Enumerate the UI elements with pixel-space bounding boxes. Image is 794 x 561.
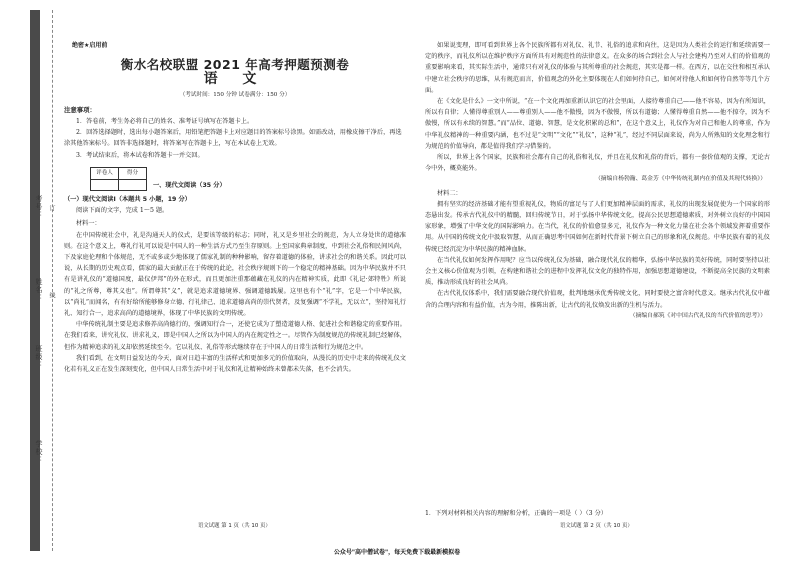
page-footer-left: 语文试题 第 1 页（共 10 页） (198, 523, 271, 529)
source-citation: （摘编自杨勃瀚、葛金芳《中华传统礼制内在价值及其现代转换》） (594, 176, 766, 183)
notice-heading: 注意事项： (64, 105, 96, 114)
school-label: 学校： (35, 440, 43, 464)
score-table-cell[interactable] (119, 180, 147, 191)
exam-title: 衡水名校联盟 2021 年高考押题预测卷 (120, 57, 350, 73)
watermark-text: 公众号"高中僧试卷"，每天免费下载最新模拟卷 (333, 549, 461, 556)
name-label: 姓名： (35, 278, 43, 302)
seat-label: 考号： (35, 195, 43, 219)
paragraph: 在中国传统社会中，礼是沟通天人的仪式，是要该等级的标志；同时，礼又是乡里社会的规范，为人立身处世的道德准则。在这个意义上，尊礼行礼可以说是中国人的一种生活方式乃至生存原则。上至国家典章制度，中到社会礼俗和民间风尚，下及家庭伦理和个体规范，无不或多或少地体现了儒家礼制的种种影响，留存着道德的体验，讲求社会的和谐关系。因此可以说，从长期的历史观点看，儒家的最大贡献正在于传统的此论，社会秩序规则下的一个稳定的精神基础。因为中华民族并不只有是讲礼仪的“道德国度，最仪伊邦”的外在形式，而且更加注重那蕴藏在礼仪的内在精神实质，此即《礼记·郊特牲》所说的“礼之所尊，尊其义也”。所谓尊其“义”，就是追求道德境界、强调道德践履。这里也有个“礼”字，它是一个中华民族，以“尚礼”而闻名，有有好给所能够修身立德、行礼律己、追求道德高尚的崇代贤者，及复强调“不学礼，无以立”，坚持知礼行礼、知行合一，追求高尚的道德境界，体现了中华民族的文明传统。 (64, 231, 406, 318)
notice-item: 2．回答选择题时，选出每小题答案后，用铅笔把答题卡上对应题目的答案标号涂黑。如需改动，用橡皮擦干净后，再选涂其他答案标号。回答非选择题时，将答案写在答题卡上，写在本试卷上无效。 (64, 129, 402, 148)
paragraph: 在《文化是什么》一文中所说，“在一个文化再加重新认识它的社会里面，人接待尊重自己——他不容易，因为有所知识，所以有自律；人懂得尊重别人——尊重别人——他不傲慢，因为不傲慢，所以有道德；人懂得尊重自然——他不掠夺，因为不傲慢，所以有永续的智慧。”而“品位、道德、智慧，是文化积累的总和”，在这个意义上，礼仪作为对自己和他人的尊重，作为中华礼仪精神的一种重要内涵，也不过是“文明”“文化”“礼仪”，这种“礼”，经过不同层面来说，尚为人所熟知的文化理念和行为规范的价值导向，都是值得我们学习借鉴的。 (425, 98, 770, 150)
exam-subject: 语 文 (203, 71, 267, 88)
cut-line (52, 10, 53, 551)
paragraph: 如果说变理，即可看到世界上各个民族所都有对礼仪、礼节、礼俗的追求和向往，这是因为人类社会的运行和延续需要一定的秩序，而礼仪所以在维护秩序方面所具有对规范性的法律意义。在众多的场合到社会人与社会建构乃至对人们的价值观的重要影响来看，其实际生活中，通常只有对礼仪的体验与其所尊重的社会规范，其实是都一样。在西方，以在交往和相互承认中建立社会秩序的思维，从有规范而言，价值观念的外化主要体现在人们如何待自己，如何对待他人和如何待自然等等几个方面。 (425, 42, 770, 94)
score-table (90, 167, 147, 191)
paragraph: 我们看到，在文明日益发达的今天，面对日趋丰富的生活样式和更加多元的价值取向，从漫长的历史中走来的传统礼仪文化若有礼义正在发生深刻变化，但中国人日常生活中对于礼仪和礼让精神始终未曾都未失落，也不会消失。 (64, 354, 406, 374)
material-label: 材料二： (437, 189, 462, 197)
paragraph: 在古代礼仪体系中，我们需要融合现代价值观，批判地继承优秀传统文化，同时要使之富含时代意义。继承古代礼仪中蕴含的合理内容和有益价值，古为今用，推陈出新，让古代的礼仪焕发出新的生机与活力。 (425, 290, 770, 309)
notice-item: 1．答卷前，考生务必将自己的姓名、准考证号填写在答题卡上。 (76, 118, 254, 126)
score-row (90, 167, 406, 191)
paragraph: 拥有坚实的经济基础才能有望重视礼仪，物质的富足与了人们更加精神层面的需求，礼仪的出现发展促使为一个国家的形态悬出发。传承古代礼仪中的精髓，回归传统节日，对于弘扬中华传统文化，提高公民思想道德素质，对外树立良好的中国国家形象，增强了中华文化的国际影响力。在当代，礼仪的价值愈显多元，礼仪作为一种文化力量在社会各个领域发挥着重要作用。从中国的传统文化中汲取智慧，从而正确思考中国如何在新时代背景下树立自己的形象和礼仪规范。中华民族有着的礼仪传统已经沉淀为中华民族的精神血脉。 (425, 200, 770, 253)
binding-strip (0, 0, 62, 561)
instruction: 阅读下面的文字，完成 1～5 题。 (76, 207, 169, 215)
source-citation: （摘编自郝筑《对中国古代礼仪的当代价值的思考》） (629, 312, 766, 319)
left-page (64, 40, 406, 375)
material-label: 材料一： (76, 220, 101, 228)
question-1: 1．下列对材料相关内容的理解和分析，正确的一项是（ ）（3 分） (425, 510, 607, 517)
score-table-score: 得分 (119, 167, 147, 179)
binding-xian: 线 (48, 292, 55, 298)
binding-ding: 订 (48, 205, 55, 211)
paragraph: 中华传统礼制主要是追求修养高尚德行的，强调知行合一，还使它成为了塑造道德人格、促进社会和谐稳定的重要作用。在我们看来，讲究礼仪、讲求礼义，即是中国人之所以为中国人的内在规定性之一。尽管作为制度规范的传统礼制已经解体，但作为精神追求的礼义却依然延续至今。它以礼仪、礼俗等形式继续存在于中国人的日常生活和行为规范之中。 (64, 321, 406, 351)
right-page (425, 40, 770, 322)
score-table-grader: 评卷人 (91, 167, 119, 179)
paragraph: 在当代礼仪如何发挥作用呢？应当以传统礼仪为基础，融合现代礼仪的精华，弘扬中华民族的美好传统，同时要坚持以社会主义核心价值观为引领，在构建和谐社会的进程中发挥礼仪文化的独特作用，加强思想道德建设，不断提高全民族的文明素质，推动形成良好的社会风尚。 (425, 256, 770, 287)
paragraph: 所以，世界上各个国家，民族和社会都有自己的礼俗和礼仪，并且在礼仪和礼俗的背后，都有一套价值观的支撑，无论古今中外，概莫能外。 (425, 154, 770, 173)
section-title: 一、现代文阅读（35 分） (153, 181, 226, 189)
score-table-cell[interactable] (91, 180, 119, 191)
secret-mark: 绝密★启用前 (72, 42, 108, 49)
class-label: 班级： (35, 345, 43, 369)
exam-meta: （考试时间：150 分钟 试卷满分：150 分） (179, 91, 291, 98)
notice-item: 3．考试结束后，将本试卷和答题卡一并交回。 (76, 151, 204, 159)
page-footer-right: 语文试题 第 2 页（共 10 页） (560, 523, 633, 529)
sub-section-title: （一）现代文阅读Ⅰ（本题共 5 小题，19 分） (64, 196, 191, 204)
